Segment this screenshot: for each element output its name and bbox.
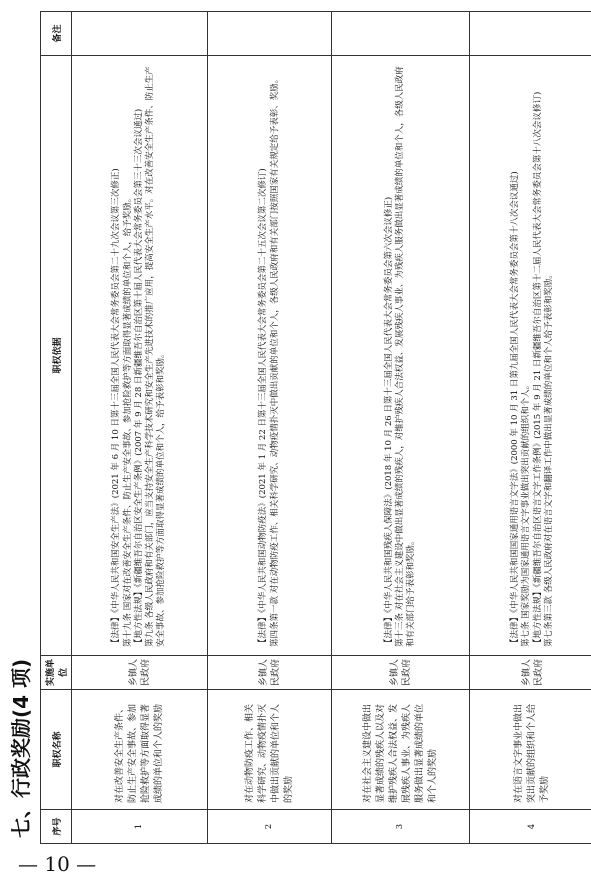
row-remark: [72, 12, 208, 56]
basis-line: 第七条第三款 各级人民政府对在语言文字和翻译工作中做出显著成绩的单位和个人给予表彰和奖励。: [543, 270, 554, 647]
basis-line: 第四条第一款 对在动物防疫工作、相关科学研究、动物疫情扑灭中做出贡献的单位和个人，各级人民政府和有关部门按照国家有关规定给予表彰、奖励。: [269, 74, 280, 647]
row-basis: [332, 56, 470, 656]
table-row: [208, 12, 332, 844]
row-name: 对在语言文字事业中做出突出贡献的组织和个人给予奖励: [470, 690, 591, 810]
header-unit: 实施单位: [41, 656, 72, 690]
row-name: 对在改善安全生产条件、防止生产安全事故、参加抢险救护等方面取得显著成绩的单位和个人的奖励: [72, 690, 208, 810]
row-name: 对在社会主义建设中做出显著成绩的残疾人以及对维护残疾人合法权益、发展残疾人事业、为残疾人服务做出显著成绩的单位和个人的奖励: [332, 690, 470, 810]
row-name: 对在动物防疫工作、相关科学研究、动物疫情扑灭中做出贡献的单位和个人的奖励: [208, 690, 332, 810]
row-remark: [208, 12, 332, 56]
row-basis: [208, 56, 332, 656]
row-no: 3: [332, 810, 470, 844]
header-basis: 职权依据: [41, 56, 72, 656]
table-row: [332, 12, 470, 844]
row-no: 2: [208, 810, 332, 844]
basis-line: 第十三条 对在社会主义建设中做出显著成绩的残疾人，对维护残疾人合法权益、发展残疾人事业、为残疾人服务做出显著成绩的单位和个人，各级人民政府和有关部门给予表彰和奖励。: [394, 66, 417, 647]
basis-line: 第七条 国家奖励为国家通用语言文字事业做出突出贡献的组织和个人。: [521, 380, 532, 647]
row-remark: [332, 12, 470, 56]
table-header-row: [41, 12, 72, 844]
row-no: 1: [72, 810, 208, 844]
basis-line: 第九条 各级人民政府和有关部门，应当支持安全生产科学技术研究和安全生产先进技术的推广应用，提高安全生产水平。对在改善安全生产条件、防止生产安全事故、参加抢险救护等方面取得显著成绩的单位和个人，给予表彰和奖励。: [145, 66, 167, 647]
row-basis: [72, 56, 208, 656]
row-unit: 乡镇人民政府: [332, 656, 470, 690]
row-unit: 乡镇人民政府: [470, 656, 591, 690]
row-basis: [470, 56, 591, 656]
header-no: 序号: [41, 810, 72, 844]
header-name: 职权名称: [41, 690, 72, 810]
basis-line: 【法律】《中华人民共和国残疾人保障法》(2018 年 10 月 26 日第十三届全国人民代表大会常务委员会第六次会议修正): [383, 196, 394, 647]
row-unit: 乡镇人民政府: [72, 656, 208, 690]
basis-line: 第十九条 国家对在改善安全生产条件、防止生产安全事故、参加抢险救护等方面取得显著成绩的单位和个人，给予奖励。: [122, 193, 133, 647]
landscape-content: [6, 6, 591, 844]
powers-table: [40, 11, 591, 844]
basis-line: 【地方性法规】《新疆维吾尔自治区安全生产条例》(2007 年 9 月 28 日新疆维吾尔自治区第十届人民代表大会常务委员会第三十三次会议通过): [133, 108, 144, 647]
table-row: [72, 12, 208, 844]
row-remark: [470, 12, 591, 56]
basis-line: 【地方性法规】《新疆维吾尔自治区语言文字工作条例》(2015 年 9 月 21 日新疆维吾尔自治区第十二届人民代表大会常务委员会第十八次会议修订): [532, 91, 543, 647]
basis-line: 【法律】《中华人民共和国动物防疫法》(2021 年 1 月 22 日第十三届全国人民代表大会常务委员会第二十五次会议第二次修订): [258, 168, 269, 647]
rotated-page: [6, 6, 591, 844]
basis-line: 【法律】《中华人民共和国国家通用语言文字法》(2000 年 10 月 31 日第九届全国人民代表大会常务委员会第十八次会议通过): [510, 171, 521, 647]
basis-line: 【法律】《中华人民共和国安全生产法》(2021 年 6 月 10 日第十三届全国人民代表大会常务委员会第二十九次会议第三次修正): [111, 168, 122, 647]
table-row: [470, 12, 591, 844]
page-number: — 10 —: [18, 852, 97, 876]
row-no: 4: [470, 810, 591, 844]
header-remark: 备注: [41, 12, 72, 56]
section-title: 七、行政奖励(4 项): [9, 658, 33, 838]
row-unit: 乡镇人民政府: [208, 656, 332, 690]
